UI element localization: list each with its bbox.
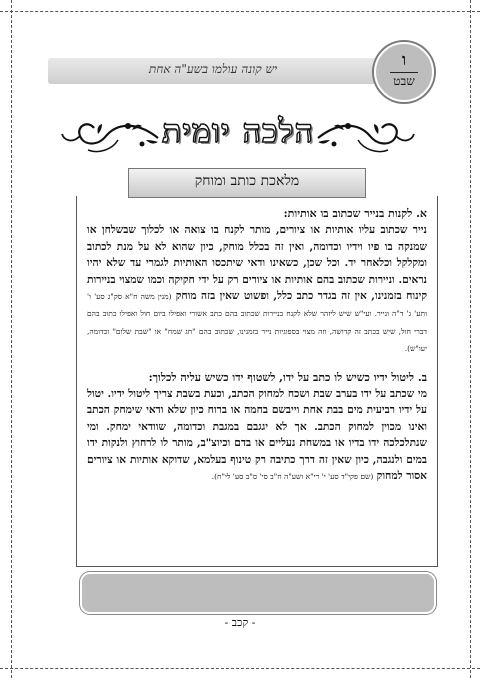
paragraph-1-source: (מנין משה ח"א סק"ג סע' ו' ותע' ג' ד"ה ונייר. ועי"ש שיש ליזהר שלא לקנח בניירות שכתוב בהם כתב אשורי ואפילו ביום חול ואפילו כתוב בהם דברי חול, שיש בכתב זה קדושה, וזה מצוי בספוגיות נייר בזמנינו, שכתוב בהם "חג שמח" או "שבת שלום" וכדומה, יעו"ש). xyxy=(87,292,427,354)
badge-month: שבט xyxy=(393,74,415,88)
page xyxy=(18,16,462,662)
bottom-cut-line xyxy=(0,668,480,669)
left-ornament-icon xyxy=(58,114,163,158)
page-number: - קכב - xyxy=(224,616,256,629)
top-cut-line xyxy=(0,11,480,12)
section-banner xyxy=(128,168,366,198)
paragraph-1-body: נייר שכתוב עליו אותיות או ציורים, מותר לקנח בו צואה או לכלוך שבשלחן או שמנקה בו פיו וידיו וכדומה, ואין זה בכלל מוחק, כיון שהוא לא על מנת לכתוב ומקלקל וכלאחר יד. וכל שכן, כשאינו ודאי שיתכסו האותיות לגמרי עד שלא יהיו נראים. וניירות שכתוב בהם אותיות או ציורים רק על ידי חקיקה וכמו שמצוי בניירות קינוח בזמנינו, אין זה בגדר כתב כלל, ופשוט שאין בזה מוחק xyxy=(87,224,428,303)
content-text xyxy=(87,206,427,486)
right-ornament-icon xyxy=(313,114,418,158)
paragraph-1-heading: א. לקנות בנייר שכתוב בו אותיות: xyxy=(283,207,427,220)
header-tagline: יש קונה עולמו בשע"ה אחת xyxy=(148,62,278,76)
main-title: הלכה יומית xyxy=(161,112,314,150)
left-cut-line xyxy=(11,0,12,678)
header-bar xyxy=(48,58,378,84)
bottom-panel xyxy=(80,572,436,614)
section-title: מלאכת כותב ומוחק xyxy=(194,173,300,189)
paragraph-2-source: (שם פקי"ד סע' י' רי"א ושע"ה ח"ב סי' ס"ב סע' לי"ח). xyxy=(211,472,374,482)
content-frame xyxy=(76,196,438,567)
right-cut-line xyxy=(470,0,471,678)
date-badge xyxy=(374,42,434,102)
paragraph-2-body: מי שכתב על ידו בערב שבת ושכח למחוק הכתב, וכעת בשבת צריך ליטול ידיו. יטול על ידיו רביעית מים בבת אחת וייבשם בחמה או ברוח כיון שלא ודאי שימחק הכתב ואינו מכוין למחוק הכתב. אך לא יגגבם במגבת וכדומה, שוודאי ימחק. ומי שנתלכלכה ידו בדיו או במשחת נעליים או בדם וכיוצ"ב, מותר לו לרחוץ ולנקות ידו במים ולנגבה, כיון שאין זה דרך כתיבה רק טינוף בעלמא, שדוקא אותיות או ציורים אסור למחוק xyxy=(87,388,427,483)
badge-divider xyxy=(390,72,418,73)
badge-day-number: ו xyxy=(401,50,407,69)
title-row xyxy=(58,112,418,162)
paragraph-2-heading: ב. ליטול ידיו כשיש לו כתב על ידו, לשטוף ידו כשיש עליה לכלוך: xyxy=(148,370,427,384)
